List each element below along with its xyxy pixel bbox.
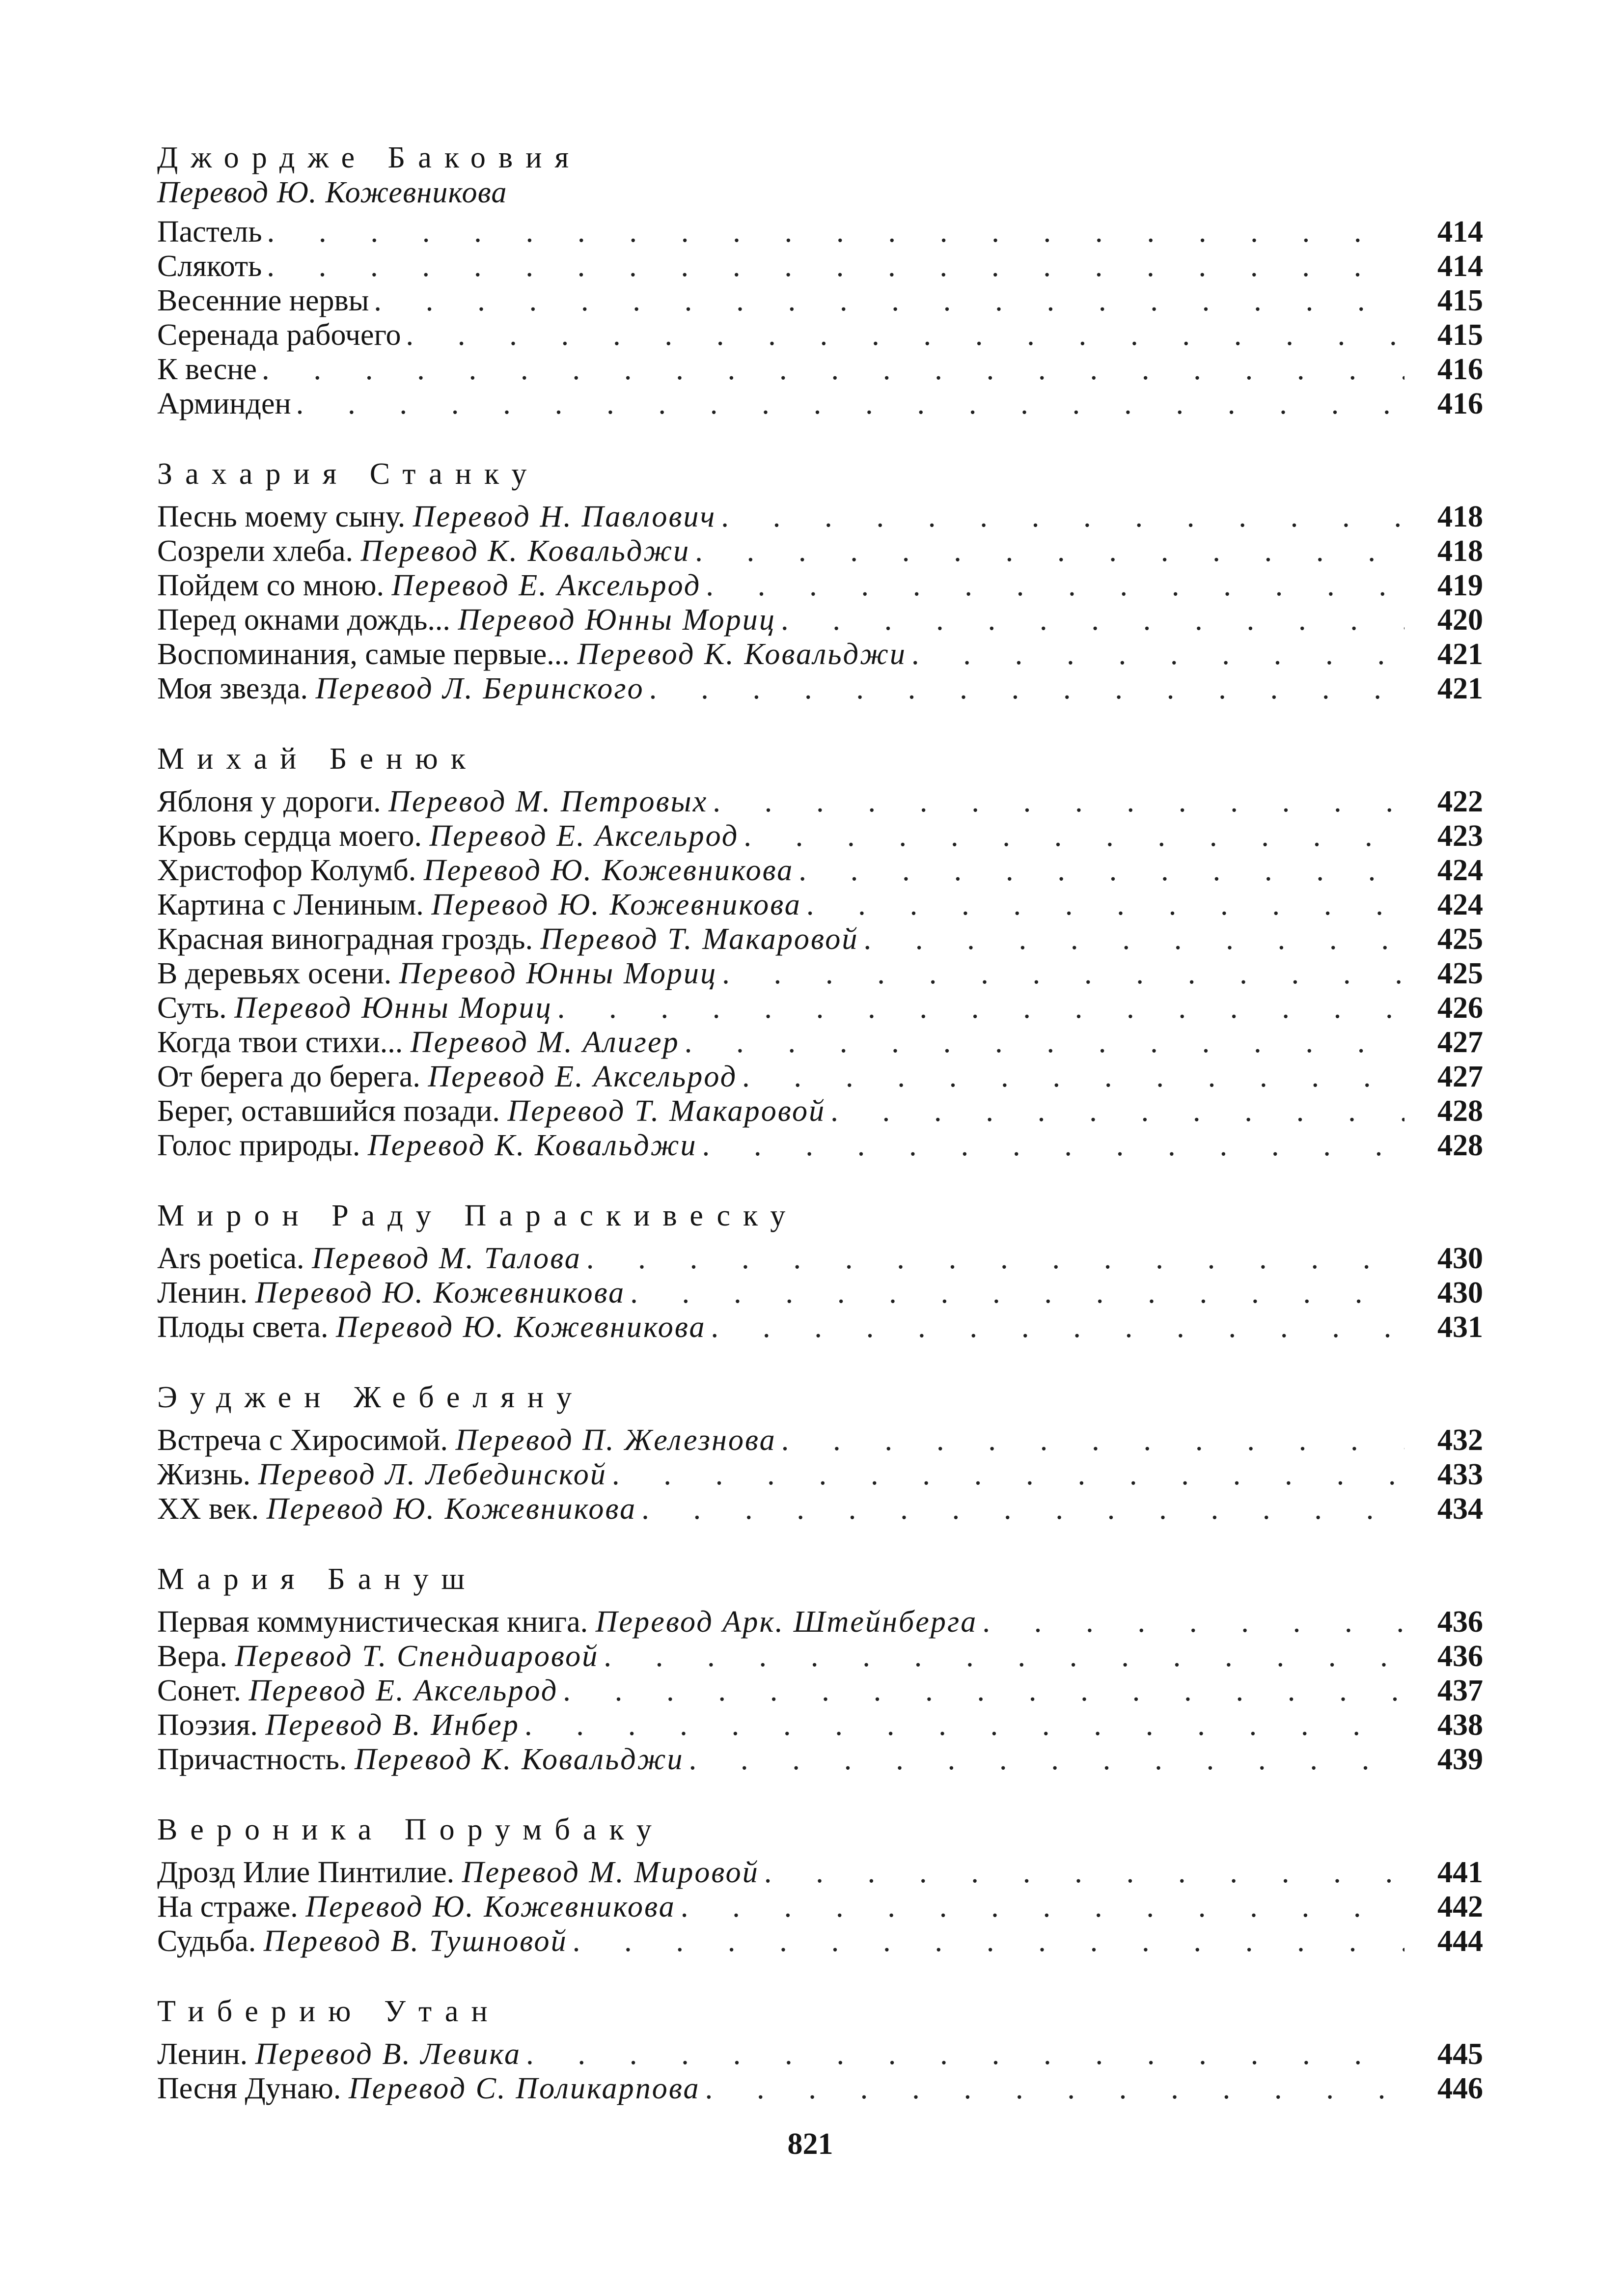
toc-entry — [157, 1059, 1483, 1094]
translator-credit: Перевод Ю. Кожевникова — [255, 1276, 626, 1310]
poem-title: Ленин. — [157, 2037, 248, 2071]
page-number: 427 — [1437, 1026, 1483, 1059]
toc-entry — [157, 2071, 1483, 2106]
leader-dots — [630, 1276, 1404, 1310]
translator-credit: Перевод Е. Аксельрод — [391, 569, 701, 602]
poem-title: Картина с Лениным. — [157, 888, 424, 921]
toc-entry — [157, 922, 1483, 956]
toc-entry — [157, 1855, 1483, 1890]
poem-title: Моя звезда. — [157, 672, 308, 705]
leader-dots — [586, 1241, 1404, 1276]
leader-dots — [649, 671, 1404, 706]
translator-credit: Перевод Л. Беринского — [315, 672, 644, 705]
translator-credit: Перевод К. Ковальджи — [577, 638, 907, 671]
page-number: 430 — [1437, 1242, 1483, 1275]
page-number: 415 — [1437, 318, 1483, 352]
page-number: 446 — [1437, 2072, 1483, 2105]
poem-title: Дрозд Илие Пинтилие. — [157, 1856, 455, 1889]
entry-list — [157, 1423, 1483, 1526]
poem-title: В деревьях осени. — [157, 957, 392, 990]
page-number: 414 — [1437, 250, 1483, 283]
translator-credit: Перевод Е. Аксельрод — [429, 819, 739, 853]
page-number: 415 — [1437, 284, 1483, 317]
translator-credit: Перевод М. Талова — [312, 1242, 581, 1275]
page-number: 433 — [1437, 1458, 1483, 1491]
author-name: Михай Бенюк — [157, 742, 478, 776]
toc-entry — [157, 1742, 1483, 1777]
entry-list — [157, 500, 1483, 706]
translator-credit: Перевод М. Петровых — [388, 785, 708, 818]
toc-entry — [157, 352, 1483, 387]
entry-list — [157, 1605, 1483, 1777]
leader-dots — [524, 1708, 1404, 1742]
leader-dots — [267, 249, 1404, 283]
poem-title: От берега до берега. — [157, 1060, 420, 1093]
translator-credit: Перевод Е. Аксельрод — [248, 1674, 558, 1707]
toc-entry — [157, 1890, 1483, 1924]
toc-entry — [157, 853, 1483, 888]
author-section — [157, 140, 1483, 421]
poem-title: Сонет. — [157, 1674, 241, 1707]
leader-dots — [830, 1094, 1404, 1128]
translator-credit: Перевод Т. Макаровой — [540, 922, 859, 956]
leader-dots — [563, 1673, 1404, 1708]
poem-title: Серенада рабочего — [157, 318, 401, 352]
author-name: Мария Бануш — [157, 1562, 478, 1596]
poem-title: Созрели хлеба. — [157, 534, 354, 568]
page-number: 425 — [1437, 922, 1483, 956]
leader-dots — [798, 853, 1404, 888]
leader-dots — [406, 318, 1404, 352]
translator-credit: Перевод М. Мировой — [462, 1856, 759, 1889]
poem-title: Первая коммунистическая книга. — [157, 1605, 588, 1639]
translator-credit: Перевод В. Левика — [255, 2037, 522, 2071]
toc-entry — [157, 1310, 1483, 1344]
page-number: 416 — [1437, 387, 1483, 420]
toc-entry — [157, 318, 1483, 352]
page-number: 421 — [1437, 672, 1483, 705]
poem-title: Берег, оставшийся позади. — [157, 1094, 500, 1128]
translator-credit: Перевод Ю. Кожевникова — [431, 888, 801, 921]
page-number: 821 — [787, 2127, 833, 2161]
translator-credit: Перевод Арк. Штейнберга — [595, 1605, 978, 1639]
author-name: Эуджен Жебеляну — [157, 1381, 585, 1414]
toc-entry — [157, 568, 1483, 603]
translator-credit: Перевод К. Ковальджи — [354, 1743, 684, 1776]
page-number: 442 — [1437, 1890, 1483, 1924]
toc-entry — [157, 500, 1483, 534]
leader-dots — [713, 784, 1404, 819]
leader-dots — [982, 1605, 1404, 1639]
toc-entry — [157, 1241, 1483, 1276]
leader-dots — [695, 534, 1404, 568]
toc-entry — [157, 671, 1483, 706]
page-number: 436 — [1437, 1640, 1483, 1673]
translator-credit: Перевод Ю. Кожевникова — [266, 1492, 637, 1526]
entry-list — [157, 215, 1483, 421]
toc-entry — [157, 1924, 1483, 1958]
leader-dots — [267, 215, 1404, 249]
poem-title: На страже. — [157, 1890, 298, 1924]
toc-entry — [157, 534, 1483, 568]
poem-title: Вера. — [157, 1640, 227, 1673]
leader-dots — [612, 1457, 1404, 1492]
leader-dots — [374, 283, 1404, 318]
author-name: Захария Станку — [157, 457, 540, 491]
poem-title: Кровь сердца моего. — [157, 819, 422, 853]
author-name: Джордже Баковия — [157, 141, 582, 174]
poem-title: Перед окнами дождь... — [157, 603, 450, 637]
leader-dots — [573, 1924, 1404, 1958]
leader-dots — [764, 1855, 1404, 1890]
author-section — [157, 741, 1483, 1163]
toc-entry — [157, 1492, 1483, 1526]
poem-title: Красная виноградная гроздь. — [157, 922, 533, 956]
translator-credit: Перевод П. Железнова — [455, 1423, 776, 1457]
page-number: 436 — [1437, 1605, 1483, 1639]
toc-entry — [157, 1276, 1483, 1310]
translator-credit: Перевод Т. Макаровой — [507, 1094, 826, 1128]
translator-credit: Перевод Юнны Мориц — [458, 603, 776, 637]
entry-list — [157, 2037, 1483, 2106]
toc-entry — [157, 283, 1483, 318]
translator-credit: Перевод Юнны Мориц — [234, 991, 552, 1025]
page-number: 422 — [1437, 785, 1483, 818]
poem-title: Причастность. — [157, 1743, 347, 1776]
translator-credit: Перевод К. Ковальджи — [360, 534, 690, 568]
translator-credit: Перевод К. Ковальджи — [367, 1129, 697, 1162]
page-number: 426 — [1437, 991, 1483, 1025]
leader-dots — [742, 1059, 1404, 1094]
page-number: 430 — [1437, 1276, 1483, 1310]
page-number: 427 — [1437, 1060, 1483, 1093]
author-section — [157, 1812, 1483, 1958]
poem-title: Жизнь. — [157, 1458, 251, 1491]
entry-list — [157, 784, 1483, 1163]
poem-title: Ars poetica. — [157, 1242, 304, 1275]
translator-credit: Перевод М. Алигер — [410, 1026, 680, 1059]
toc-entry — [157, 1094, 1483, 1128]
page-number: 420 — [1437, 603, 1483, 637]
page-number: 445 — [1437, 2037, 1483, 2071]
author-section — [157, 456, 1483, 706]
page-number: 414 — [1437, 215, 1483, 249]
toc-entry — [157, 784, 1483, 819]
leader-dots — [911, 637, 1404, 671]
translator-credit: Перевод Н. Павлович — [413, 500, 716, 533]
toc-entry — [157, 603, 1483, 637]
leader-dots — [721, 500, 1404, 534]
leader-dots — [681, 1890, 1404, 1924]
leader-dots — [705, 2071, 1404, 2106]
translator-credit: Перевод Ю. Кожевникова — [335, 1310, 706, 1344]
page-number: 424 — [1437, 888, 1483, 921]
leader-dots — [863, 922, 1404, 956]
translator-credit: Перевод Ю. Кожевникова — [423, 854, 794, 887]
poem-title: Суть. — [157, 991, 227, 1025]
translator-credit: Перевод В. Инбер — [265, 1708, 520, 1742]
leader-dots — [262, 352, 1404, 387]
leader-dots — [706, 568, 1404, 603]
page-number: 423 — [1437, 819, 1483, 853]
page-number: 418 — [1437, 500, 1483, 533]
toc-entry — [157, 1639, 1483, 1673]
translator-credit: Перевод Ю. Кожевникова — [305, 1890, 676, 1924]
page-number: 431 — [1437, 1310, 1483, 1344]
toc-entry — [157, 387, 1483, 421]
poem-title: Христофор Колумб. — [157, 854, 416, 887]
page-number: 437 — [1437, 1674, 1483, 1707]
toc-entry — [157, 1128, 1483, 1163]
toc-entry — [157, 956, 1483, 991]
toc-entry — [157, 1025, 1483, 1059]
toc-entry — [157, 1708, 1483, 1742]
author-name: Тиберию Утан — [157, 1995, 500, 2028]
page-number: 444 — [1437, 1924, 1483, 1958]
toc-entry — [157, 1673, 1483, 1708]
page-number: 428 — [1437, 1129, 1483, 1162]
leader-dots — [604, 1639, 1404, 1673]
page-number: 428 — [1437, 1094, 1483, 1128]
leader-dots — [806, 888, 1404, 922]
leader-dots — [641, 1492, 1404, 1526]
author-section — [157, 1380, 1483, 1526]
leader-dots — [685, 1025, 1404, 1059]
toc-entry — [157, 888, 1483, 922]
poem-title: XX век. — [157, 1492, 259, 1526]
poem-title: К весне — [157, 353, 257, 386]
toc-entry — [157, 819, 1483, 853]
leader-dots — [743, 819, 1404, 853]
toc-entry — [157, 637, 1483, 671]
poem-title: Пастель — [157, 215, 262, 249]
page-number: 439 — [1437, 1743, 1483, 1776]
translator-credit: Перевод В. Тушновой — [263, 1924, 568, 1958]
poem-title: Песня Дунаю. — [157, 2072, 341, 2105]
page-number: 421 — [1437, 638, 1483, 671]
poem-title: Весенние нервы — [157, 284, 369, 317]
leader-dots — [689, 1742, 1404, 1777]
toc-entry — [157, 215, 1483, 249]
page-number: 424 — [1437, 854, 1483, 887]
author-name: Вероника Порумбаку — [157, 1813, 664, 1846]
poem-title: Слякоть — [157, 250, 262, 283]
leader-dots — [711, 1310, 1404, 1344]
author-section — [157, 1198, 1483, 1344]
leader-dots — [296, 387, 1404, 421]
page-number: 441 — [1437, 1856, 1483, 1889]
page-number: 432 — [1437, 1423, 1483, 1457]
toc-entry — [157, 1605, 1483, 1639]
page-number: 416 — [1437, 353, 1483, 386]
author-section — [157, 1994, 1483, 2106]
toc-entry — [157, 2037, 1483, 2071]
page-number: 434 — [1437, 1492, 1483, 1526]
leader-dots — [702, 1128, 1404, 1163]
leader-dots — [781, 1423, 1404, 1457]
translator-credit: Перевод Юнны Мориц — [399, 957, 717, 990]
translator-credit: Перевод Ю. Кожевникова — [157, 176, 507, 209]
poem-title: Пойдем со мною. — [157, 569, 385, 602]
poem-title: Арминден — [157, 387, 291, 420]
poem-title: Встреча с Хиросимой. — [157, 1423, 448, 1457]
toc-entry — [157, 991, 1483, 1025]
entry-list — [157, 1241, 1483, 1344]
poem-title: Судьба. — [157, 1924, 256, 1958]
page-number: 419 — [1437, 569, 1483, 602]
translator-credit: Перевод С. Поликарпова — [348, 2072, 700, 2105]
poem-title: Яблоня у дороги. — [157, 785, 381, 818]
toc-entry — [157, 249, 1483, 283]
page-number: 438 — [1437, 1708, 1483, 1742]
leader-dots — [526, 2037, 1404, 2071]
poem-title: Голос природы. — [157, 1129, 360, 1162]
poem-title: Плоды света. — [157, 1310, 329, 1344]
toc-entry — [157, 1423, 1483, 1457]
poem-title: Когда твои стихи... — [157, 1026, 403, 1059]
leader-dots — [557, 991, 1404, 1025]
toc-entry — [157, 1457, 1483, 1492]
poem-title: Воспоминания, самые первые... — [157, 638, 570, 671]
table-of-contents — [157, 140, 1483, 2141]
leader-dots — [722, 956, 1404, 991]
page-number: 418 — [1437, 534, 1483, 568]
poem-title: Ленин. — [157, 1276, 248, 1310]
translator-credit: Перевод Т. Спендиаровой — [235, 1640, 599, 1673]
poem-title: Песнь моему сыну. — [157, 500, 406, 533]
entry-list — [157, 1855, 1483, 1958]
translator-credit: Перевод Л. Лебединской — [258, 1458, 607, 1491]
poem-title: Поэзия. — [157, 1708, 258, 1742]
leader-dots — [781, 603, 1404, 637]
author-section — [157, 1561, 1483, 1777]
translator-credit: Перевод Е. Аксельрод — [428, 1060, 738, 1093]
page-number: 425 — [1437, 957, 1483, 990]
author-name: Мирон Раду Параскивеску — [157, 1199, 798, 1232]
